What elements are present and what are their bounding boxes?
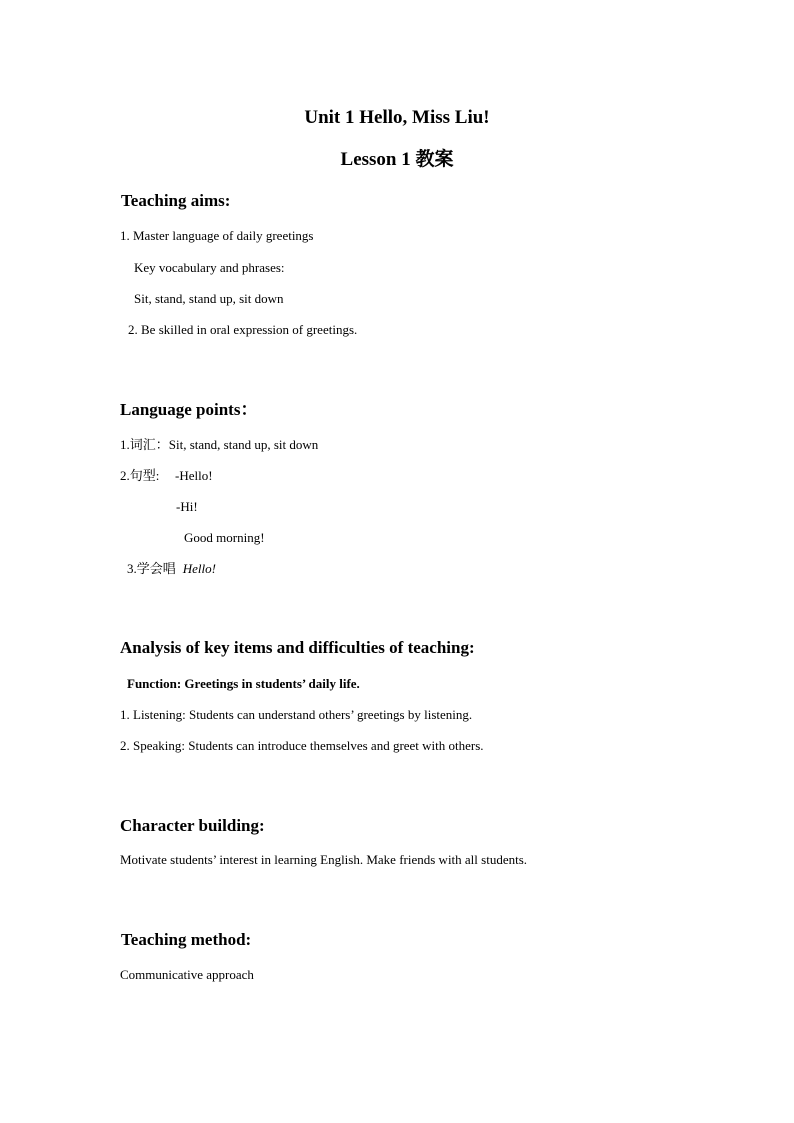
teaching-aims-item-1: 1. Master language of daily greetings (120, 228, 314, 243)
vocabulary-label: Key vocabulary and phrases: (134, 260, 285, 275)
teaching-aims-item-2: 2. Be skilled in oral expression of greetings. (128, 322, 358, 337)
lesson-title: Lesson 1 教案 (340, 149, 454, 170)
character-building-text: Motivate students’ interest in learning English. Make friends with all students. (120, 852, 528, 867)
sentence-pattern-3: Good morning! (184, 530, 265, 545)
teaching-method-text: Communicative approach (120, 967, 254, 982)
unit-title: Unit 1 Hello, Miss Liu! (304, 107, 490, 128)
sentence-pattern-prefix: 2.句型: (120, 468, 160, 483)
sentence-pattern-2: -Hi! (176, 499, 198, 514)
vocabulary-prefix: 1.词汇： (120, 437, 169, 452)
language-points-heading: Language points： (120, 400, 258, 419)
song-prefix: 3.学会唱 (127, 561, 176, 576)
character-building-heading: Character building: (120, 816, 265, 835)
language-points-vocabulary (120, 438, 318, 451)
teaching-method-heading: Teaching method: (121, 930, 252, 949)
teaching-aims-heading: Teaching aims: (121, 191, 231, 210)
vocabulary-list: Sit, stand, stand up, sit down (134, 291, 284, 306)
analysis-function: Function: Greetings in students’ daily life. (127, 676, 360, 691)
song-line (127, 562, 216, 575)
analysis-item-2: 2. Speaking: Students can introduce themselves and greet with others. (120, 738, 484, 753)
analysis-heading: Analysis of key items and difficulties of teaching: (120, 638, 475, 657)
sentence-pattern-1: -Hello! (175, 468, 213, 483)
song-title: Hello! (182, 561, 216, 576)
analysis-item-1: 1. Listening: Students can understand others’ greetings by listening. (120, 707, 473, 722)
vocabulary-words: Sit, stand, stand up, sit down (168, 437, 319, 452)
